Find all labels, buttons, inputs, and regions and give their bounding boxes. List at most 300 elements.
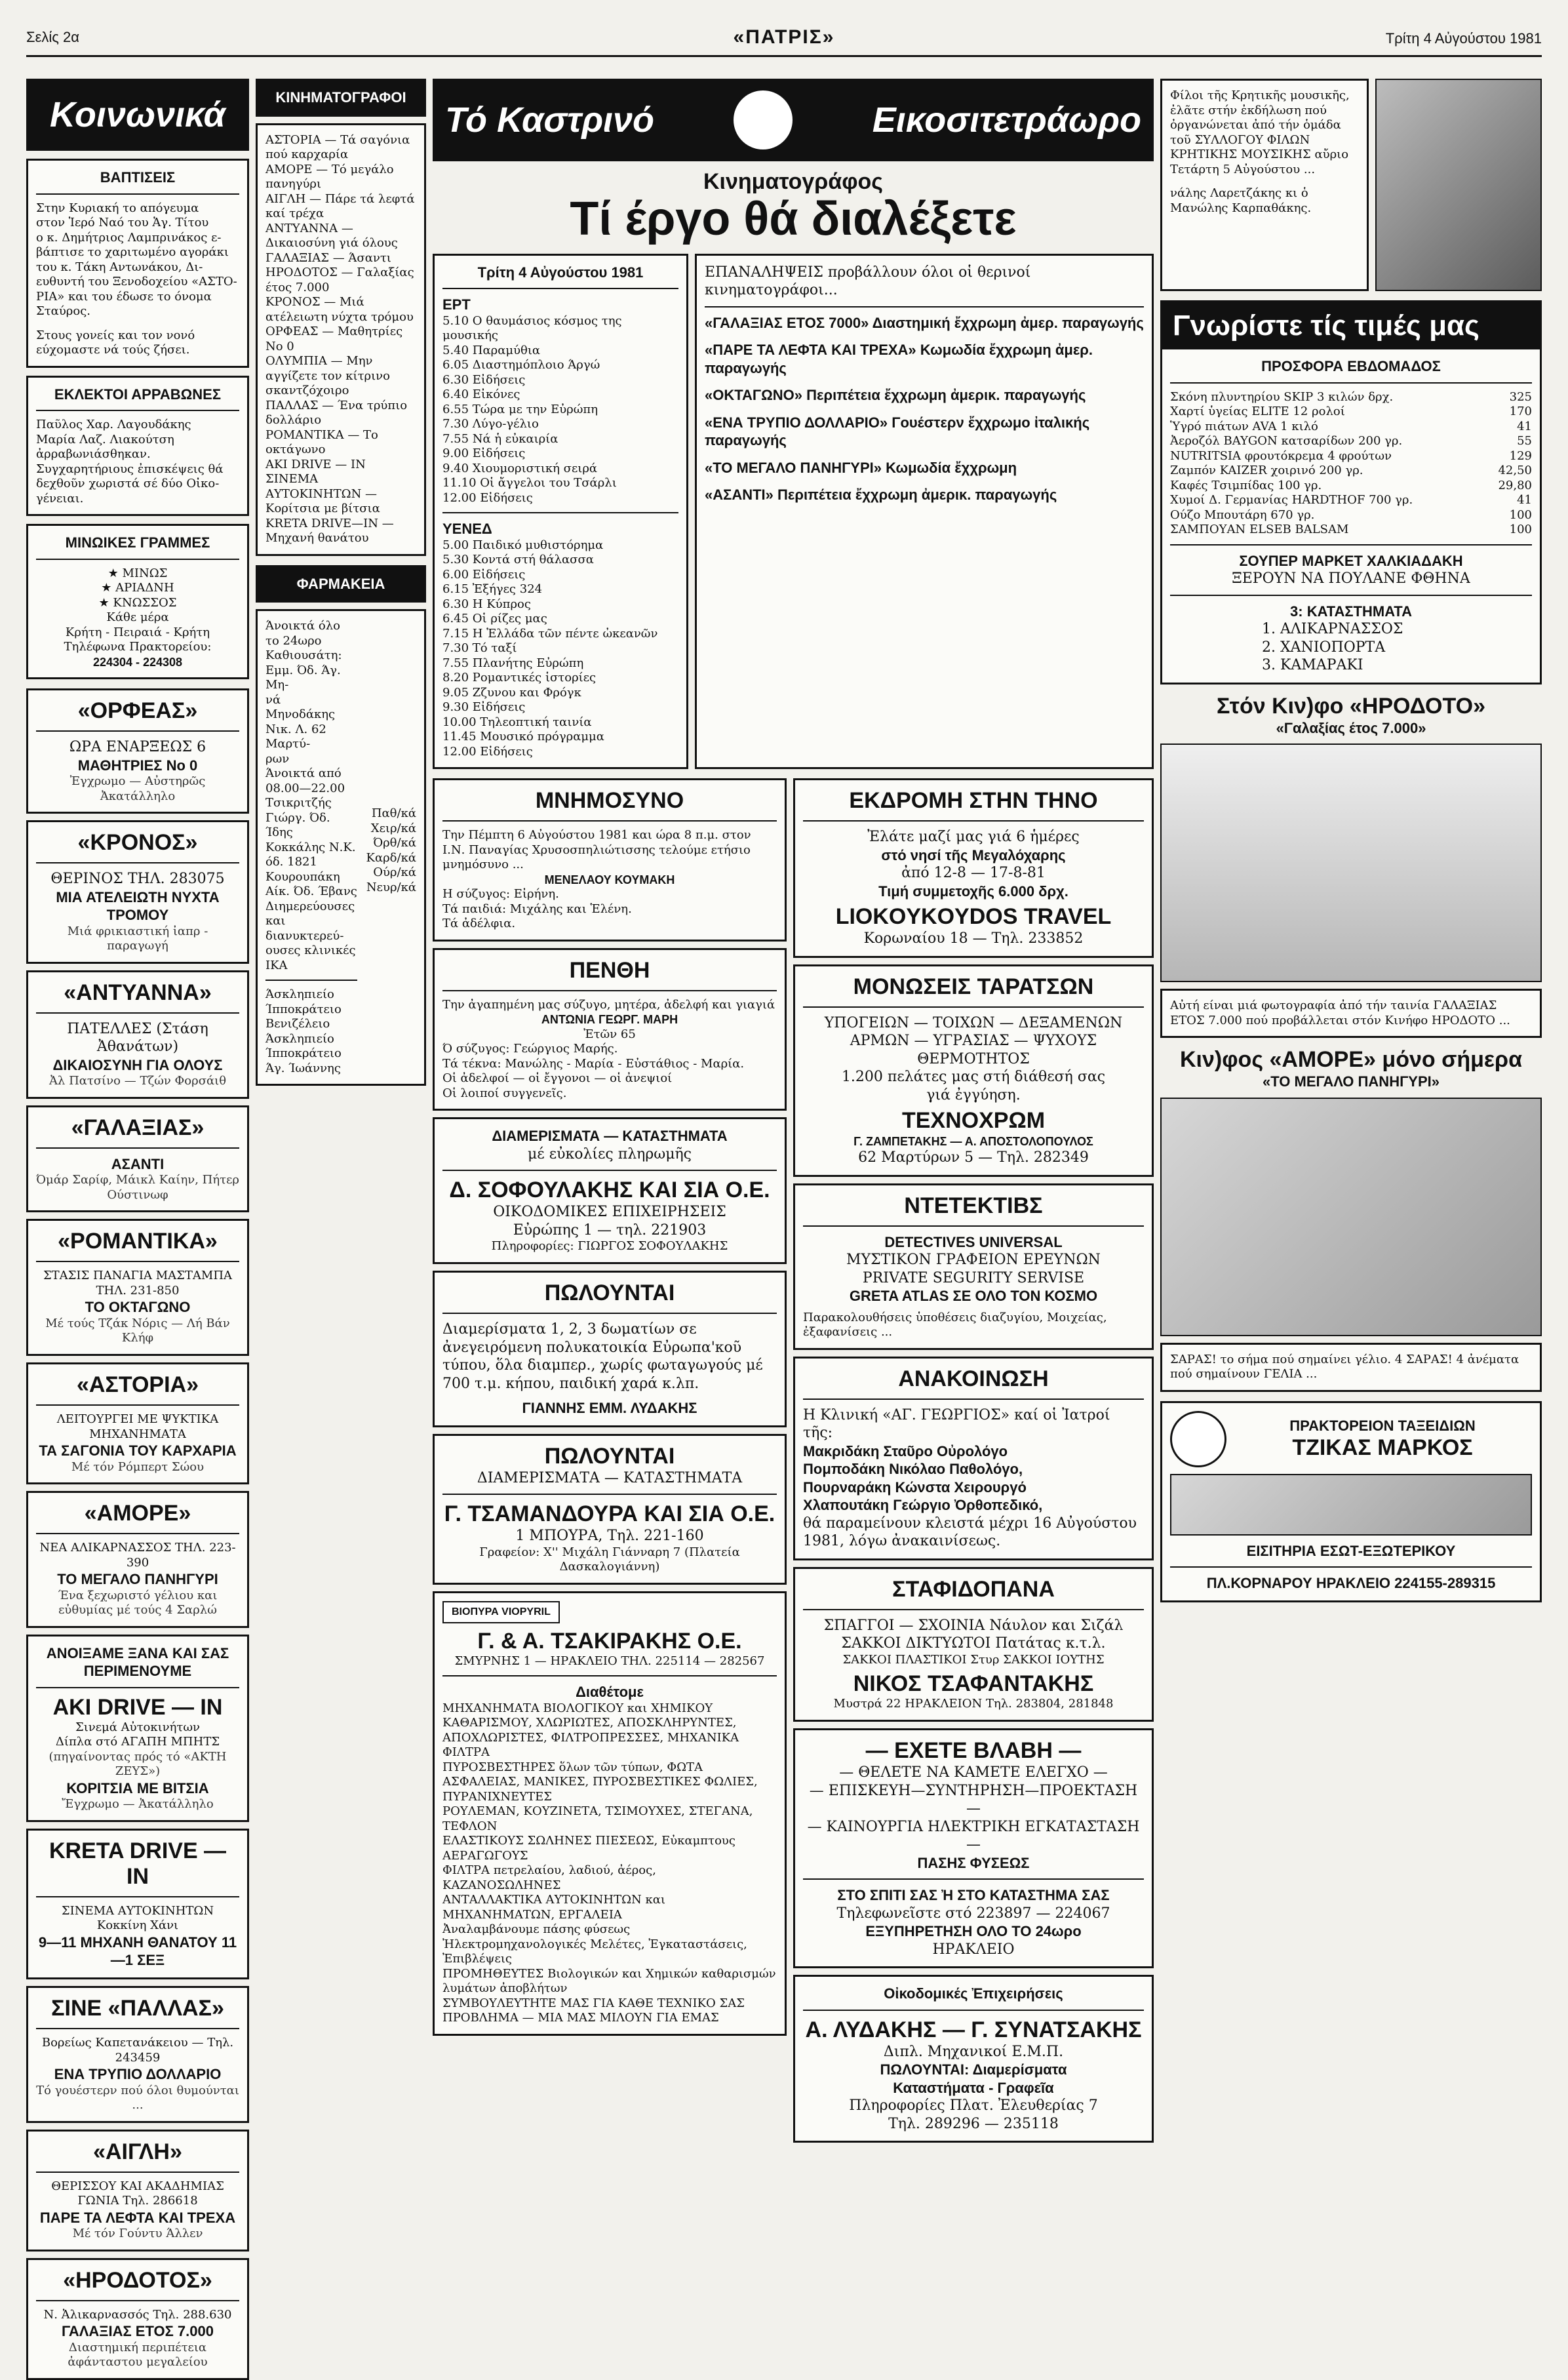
tv-item: 12.00 Εἰδήσεις — [442, 744, 533, 759]
cinema-line: Ἀλ Πατσίνο — Τζών Φορσάιθ — [49, 1074, 227, 1088]
pharmacy-line: ρων — [265, 751, 290, 766]
amore-title: Κιν)φος «ΑΜΟΡΕ» μόνο σήμερα — [1180, 1047, 1522, 1073]
cinema-item: ΟΡΦΕΑΣ — Μαθητρίες Νο 0 — [265, 325, 403, 353]
divider — [442, 990, 777, 991]
tv-item: 7.30 Λύγο-γέλιο — [442, 417, 539, 431]
travel-name: ΤΖΙΚΑΣ ΜΑΡΚΟΣ — [1292, 1435, 1473, 1460]
item-name: NUTRITSIA φρουτόκρεμα 4 φρούτων — [1170, 448, 1392, 463]
divider — [36, 730, 239, 732]
pharmacy-line: Κοκκάλης Ν.Κ. όδ. 1821 — [265, 840, 356, 869]
right-top — [1160, 79, 1542, 291]
item-name: Χαρτί ὑγείας ELITE 12 ρολοί — [1170, 405, 1345, 418]
spacer — [705, 332, 1144, 341]
ad-line: ΠΩΛΟΥΝΤΑΙ: Διαμερίσματα — [880, 2061, 1067, 2078]
promo-body: Αὐτή είναι μιά φωτογραφία ἀπό τήν ταινία ΓΑΛΑΞΙΑΣ ΕΤΟΣ 7.000 πού προβάλλεται στόν Κινήφο ΗΡΟΔΟΤΟ ... — [1170, 999, 1510, 1027]
cinema-item: AKI DRIVE — IN — [265, 457, 366, 471]
ad-line: ΣΠΑΓΓΟΙ — ΣΧΟΙΝΙΑ Νάυλον και Σιζάλ — [823, 1617, 1124, 1634]
tv-channel — [442, 296, 678, 506]
review-snippet: «ΕΝΑ ΤΡΥΠΙΟ ΔΟΛΛΑΡΙΟ» Γουέστερν ἔχχρωμο ἰταλικής παραγωγής — [705, 414, 1090, 449]
pharmacy-header — [256, 565, 426, 603]
tv-guide-date: Τρίτη 4 Αὐγούστου 1981 — [477, 264, 644, 281]
tv-item: 6.15 Ἐξήγες 324 — [442, 582, 543, 597]
tv-item: 6.45 Οἱ ρίζες μας — [442, 612, 547, 626]
cinema-name: «ΓΑΛΑΞΙΑΣ» — [71, 1115, 205, 1140]
divider — [36, 1687, 239, 1688]
spacer — [705, 477, 1144, 486]
amore-body: ΣΑΡΑΣ! το σήμα πού σημαίνει γέλιο. 4 ΣΑΡΑΣ! 4 ἀνέματα πού σημαίνουν ΓΕΛΙΑ ... — [1170, 1352, 1519, 1381]
right-column — [1160, 79, 1542, 2306]
banner — [433, 79, 1154, 161]
ad-item: ΠΥΡΟΣΒΕΣΤΗΡΕΣ ὅλων τῶν τύπων, ΦΩΤΑ ΑΣΦΑΛΕΙΑΣ, ΜΑΝΙΚΕΣ, ΠΥΡΟΣΒΕΣΤΙΚΕΣ ΦΩΛΙΕΣ, ΠΥΡΑΝΙΧΝΕΥΤΕΣ — [442, 1760, 758, 1804]
review-snippet: «ΠΑΡΕ ΤΑ ΛΕΦΤΑ ΚΑΙ ΤΡΕΧΑ» Κωμωδία ἔχχρωμη ἀμερ. παραγωγής — [705, 342, 1093, 376]
ad-subtitle: μέ εὐκολίες πληρωμῆς — [528, 1145, 692, 1162]
divider — [36, 1404, 239, 1406]
cinema-line: Όμάρ Σαρίφ, Μάικλ Καίην, Πήτερ Ούστινωφ — [36, 1173, 239, 1202]
cinema-ad — [26, 1219, 249, 1356]
item-price: 325 — [1509, 389, 1532, 404]
ad-title: — ΕΧΕΤΕ ΒΛΑΒΗ — — [865, 1737, 1082, 1763]
ad-item: ΕΛΑΣΤΙΚΟΥΣ ΣΩΛΗΝΕΣ ΠΙΕΣΕΩΣ, Εὐκαμπτους ΑΕΡΑΓΩΓΟΥΣ — [442, 1834, 735, 1863]
pharmacy-line: Άγ. Ίωάννης — [265, 1061, 341, 1075]
cinema-line: ΘΕΡΙΣΣΟΥ ΚΑΙ ΑΚΑΔΗΜΙΑΣ ΓΩΝΙΑ Τηλ. 286618 — [51, 2179, 224, 2208]
center-mid-right — [793, 778, 1154, 2143]
announcement-text — [803, 1406, 1144, 1551]
divider — [36, 193, 239, 195]
divider — [1170, 595, 1532, 596]
center-mid-left — [433, 778, 787, 2143]
pharmacy-line: ουσες κλινικές ΙΚΑ — [265, 943, 356, 972]
item-name: Ούζο Μπουτάρη 670 γρ. — [1170, 507, 1315, 522]
lydakis-ad — [433, 1271, 787, 1427]
mourning-age: Ἐτῶν 65 — [583, 1027, 636, 1041]
announcement-line: Η Κλινική «ΑΓ. ΓΕΩΡΓΙΟΣ» καί οἱ Ἰατροί τῆς: — [803, 1406, 1110, 1442]
drive-in-title: ΑΝΟΙΞΑΜΕ ΞΑΝΑ ΚΑΙ ΣΑΣ ΠΕΡΙΜΕΝΟΥΜΕ — [46, 1644, 229, 1680]
pharmacy-line: Άσκληπιείο — [265, 1031, 334, 1046]
cinema-line: ΣΤΑΣΙΣ ΠΑΝΑΓΙΑ ΜΑΣΤΑΜΠΑ ΤΗΛ. 231-850 — [43, 1269, 233, 1298]
spacer — [705, 405, 1144, 414]
tv-guide — [433, 254, 688, 770]
pharmacy-line: Ίπποκράτειο — [265, 1046, 342, 1060]
divider — [442, 1494, 777, 1495]
special-offer-subtitle: ΠΡΟΣΦΟΡΑ ΕΒΔΟΜΑΔΟΣ — [1261, 358, 1441, 374]
item-price: 100 — [1509, 523, 1532, 536]
left-column — [26, 79, 249, 2370]
divider — [803, 1006, 1144, 1008]
travel-title: ΠΡΑΚΤΟΡΕΙΟΝ ΤΑΞΕΙΔΙΩΝ — [1289, 1418, 1476, 1435]
cinema-line: ΜΙΑ ΑΤΕΛΕΙΩΤΗ ΝΥΧΤΑ ΤΡΟΜΟΥ — [56, 888, 220, 924]
ad-item: ΦΙΛΤΡΑ πετρελαίου, λαδιού, ἀέρος, ΚΑΖΑΝΟΣΩΛΗΝΕΣ — [442, 1863, 656, 1892]
cinema-ad — [26, 970, 249, 1099]
tsakirakis-ad — [433, 1591, 787, 2036]
amore-text — [1160, 1343, 1542, 1392]
divider — [265, 980, 357, 981]
drive-in-name: KRETA DRIVE — IN — [49, 1838, 227, 1889]
baptisms-line: Σταύρος. — [36, 304, 91, 318]
store-item: 3. ΚΑΜΑΡΑΚΙ — [1262, 657, 1363, 673]
memorial-text — [442, 828, 777, 932]
construction-ad — [793, 1975, 1154, 2143]
baptisms-line: ΡΙΑ» και του έδωσε το όνομα — [36, 289, 212, 304]
cinema-line: ΘΕΡΙΝΟΣ ΤΗΛ. 283075 — [50, 871, 225, 888]
announcement-line: Χλαπουτάκη Γεώργιο Ὀρθοπεδικό, — [803, 1497, 1043, 1514]
cinema-name: ΣΙΝΕ «ΠΑΛΛΑΣ» — [51, 1995, 224, 2021]
drive-in-line: Δίπλα στό ΑΓΑΠΗ ΜΠΗΤΣ — [55, 1735, 220, 1749]
ad-line: στό νησί τῆς Μεγαλόχαρης — [881, 846, 1066, 863]
tv-item: 5.10 Ο θαυμάσιος κόσμος της μουσικής — [442, 313, 622, 343]
ad-builder: ΓΙΑΝΝΗΣ ΕΜΜ. ΛΥΔΑΚΗΣ — [522, 1400, 697, 1417]
pharmacy-line: Μηνοδάκης Νικ. Λ. 62 Μαρτύ- — [265, 707, 336, 751]
divider — [442, 288, 678, 289]
ad-company: Γ. ΤΣΑΜΑΝΔΟΥΡΑ ΚΑΙ ΣΙΑ Ο.Ε. — [444, 1501, 775, 1527]
ad-company: Α. ΛΥΔΑΚΗΣ — Γ. ΣΥΝΑΤΣΑΚΗΣ — [805, 2017, 1142, 2042]
drive-in-line: Κοκκίνη Χάνι — [96, 1918, 179, 1933]
engagement-text — [36, 418, 239, 506]
tv-item: 5.00 Παιδικό μυθιστόρημα — [442, 538, 604, 552]
ad-title: ΣΤΑΦΙΔΟΠΑΝΑ — [892, 1576, 1055, 1602]
ships-text — [36, 566, 239, 670]
ships-line: ★ ΚΝΩΣΣΟΣ — [98, 595, 177, 610]
cinema-line: Βορείως Καπετανάκειου — Τηλ. 243459 — [41, 2036, 234, 2065]
pharmacy-line: νά — [265, 692, 281, 707]
music-article-text: Φίλοι τῆς Κρητικῆς μουσικῆς, ἐλᾶτε στήν ἐκδήλωση πού ὀργανώνεται ἀπό τήν ὁμάδα τοῦ ΣΥΛΛΟΓΟΥ ΦΙΛΩΝ ΚΡΗΤΙΚΗΣ ΜΟΥΣΙΚΗΣ αὔριο Τετάρτη 5 Αὐγούστου ... — [1170, 89, 1350, 176]
cinema-line: Ν. Ἀλικαρνασσός Τηλ. 288.630 — [43, 2307, 232, 2322]
masthead: «ΠΑΤΡΙΣ» — [733, 26, 835, 48]
drive-in-line: ΣΙΝΕΜΑ ΑΥΤΟΚΙΝΗΤΩΝ — [61, 1903, 214, 1918]
spacer — [705, 377, 1144, 386]
ad-line: ἀπό 12-8 — 17-8-81 — [901, 865, 1046, 882]
tv-item: 10.00 Τηλεοπτική ταινία — [442, 715, 592, 729]
ad-info: Πληροφορίες: ΓΙΩΡΓΟΣ ΣΟΦΟΥΛΑΚΗΣ — [491, 1239, 728, 1254]
center-mid — [433, 778, 1154, 2143]
ad-items — [442, 1701, 777, 2026]
ad-address: ΣΜΥΡΝΗΣ 1 — ΗΡΑΚΛΕΙΟ ΤΗΛ. 225114 — 282567 — [454, 1654, 765, 1668]
ad-line: Καταστήματα - Γραφεῖα — [893, 2079, 1054, 2096]
market-subtitle: ΞΕΡΟΥΝ ΝΑ ΠΟΥΛΑΝΕ ΦΘΗΝΑ — [1232, 570, 1470, 587]
cinema-ad — [26, 1105, 249, 1213]
mourning-line: Την ἀγαπημένη μας σύζυγο, μητέρα, ἀδελφή και γιαγιά — [442, 997, 775, 1012]
detectives-ad — [793, 1183, 1154, 1350]
musician-photo — [1375, 79, 1542, 291]
tv-item: 6.40 Εἰκόνες — [442, 387, 520, 402]
baptisms-line: ευθυντή του Ξενοδοχείου «ΑΣΤΟ- — [36, 275, 237, 288]
drive-in-line: Σινεμά Αὐτοκινήτων — [75, 1720, 200, 1734]
engagement-line: Συγχαρητήριους ἐπισκέψεις θά — [36, 462, 224, 476]
banner-emblem-icon — [732, 89, 794, 151]
tv-item: 6.30 Η Κύπρος — [442, 597, 531, 611]
music-article-tail: νάλης Λαρετζάκης κι ὁ Μανώλης Καρπαθάκης. — [1170, 186, 1312, 215]
baptisms-line: βάπτισε το χαριτωμένο αγοράκι — [36, 245, 229, 259]
promo-title: Στόν Κιν)φο «ΗΡΟΔΟΤΟ» — [1216, 693, 1486, 719]
ships-box — [26, 524, 249, 679]
ad-title: ΝΤΕΤΕΚΤΙΒΣ — [904, 1193, 1043, 1218]
travel-logo-icon — [1170, 1411, 1226, 1467]
pharmacy-text — [265, 619, 357, 1076]
cinema-item: ΚΡΟΝΟΣ — Μιά ατέλειωτη νύχτα τρόμου — [265, 295, 414, 324]
engagement-line: γένειαι. — [36, 491, 84, 506]
ad-line: GRETA ATLAS ΣΕ ΟΛΟ ΤΟΝ ΚΟΣΜΟ — [849, 1288, 1098, 1305]
review-snippet: «ΑΣΑΝΤΙ» Περιπέτεια ἔχχρωμη ἀμερικ. παραγωγής — [705, 486, 1057, 504]
tv-item: 9.05 Ζζυνου και Φρόγκ — [442, 685, 581, 700]
tv-item: 9.40 Χιουμοριστική σειρά — [442, 461, 598, 475]
drive-in-film: ΚΟΡΙΤΣΙΑ ΜΕ ΒΙΤΣΙΑ — [66, 1779, 209, 1796]
ad-line: ΑΡΜΩΝ — ΥΓΡΑΣΙΑΣ — ΨΥΧΟΥΣ — [850, 1033, 1097, 1050]
music-article — [1160, 79, 1369, 291]
ad-title: ΔΙΑΜΕΡΙΣΜΑΤΑ — ΚΑΤΑΣΤΗΜΑΤΑ — [492, 1128, 728, 1145]
item-price: 170 — [1509, 405, 1532, 418]
drive-in-line: 9—11 ΜΗΧΑΝΗ ΘΑΝΑΤΟΥ 11—1 ΣΕΞ — [38, 1934, 237, 1969]
divider — [803, 1398, 1144, 1400]
special-offer-item — [1170, 449, 1532, 464]
ad-body: Διαμερίσματα 1, 2, 3 δωματίων σε ἀνεγειρόμενη πολυκατοικία Εὐρωπα'κοῦ τύπου, ὅλα διαμπερ., χωρίς φωταγωγούς μέ 700 τ.μ. κήπου, παιδική χαρά κ.λπ. — [442, 1321, 763, 1392]
cinema-item: ΗΡΟΔΟΤΟΣ — Γαλαξίας έτος 7.000 — [265, 266, 414, 294]
specialty: Χειρ/κά — [370, 821, 416, 835]
baptisms-box — [26, 159, 249, 368]
tv-item: 7.30 Τό ταξί — [442, 641, 517, 656]
ad-company: ΤΕΧΝΟΧΡΩΜ — [901, 1108, 1046, 1134]
cinema-item: KRETA DRIVE—IN — Μηχανή θανάτου — [265, 516, 394, 545]
ships-title: ΜΙΝΩΙΚΕΣ ΓΡΑΜΜΕΣ — [65, 534, 210, 551]
divider — [36, 559, 239, 560]
ad-office: Γραφείον: Χ'' Μιχάλη Γιάνναρη 7 (Πλατεία Δασκαλογιάννη) — [479, 1545, 740, 1574]
ad-line: — ΘΕΛΕΤΕ ΝΑ ΚΑΜΕΤΕ ΕΛΕΓΧΟ — — [839, 1764, 1108, 1781]
ad-line: ΣΤΟ ΣΠΙΤΙ ΣΑΣ Ἠ ΣΤΟ ΚΑΤΑΣΤΗΜΑ ΣΑΣ — [837, 1887, 1110, 1904]
store-item: 1. ΑΛΙΚΑΡΝΑΣΣΟΣ — [1262, 621, 1403, 637]
divider — [1170, 1566, 1532, 1568]
ship-photo — [1170, 1474, 1532, 1536]
baptisms-line: Στην Κυριακή το απόγευμα — [36, 201, 199, 215]
herodotos-promo-text — [1160, 989, 1542, 1038]
mourning-title: ΠΕΝΘΗ — [569, 957, 650, 983]
ad-item: ΑΝΤΑΛΛΑΚΤΙΚΑ ΑΥΤΟΚΙΝΗΤΩΝ και ΜΗΧΑΝΗΜΑΤΩΝ, ΕΡΓΑΛΕΙΑ — [442, 1893, 665, 1922]
social-title-box — [26, 79, 249, 151]
tv-item: 9.30 Εἰδήσεις — [442, 700, 526, 715]
special-offer-list — [1170, 390, 1532, 538]
baptisms-section: ΒΑΠΤΙΣΕΙΣ — [100, 169, 176, 186]
announcement-line: Πουρναράκη Κώνστα Χειρουργό — [803, 1478, 1027, 1496]
tv-item: 7.15 Η Ἑλλάδα τῶν πέντε ὠκεανῶν — [442, 626, 658, 641]
item-name: Ζαμπόν KAIZER χοιρινό 200 γρ. — [1170, 464, 1363, 477]
drive-in-name: AKI DRIVE — IN — [52, 1694, 223, 1720]
tv-item: 9.00 Εἰδήσεις — [442, 446, 526, 461]
cinema-line: Ἐγχρωμο — Αὐστηρῶς Ἀκατάλληλο — [69, 774, 206, 803]
item-name: Ἀεροζόλ BAYGON κατσαρίδων 200 γρ. — [1170, 434, 1403, 448]
cinema-line: ΔΙΚΑΙΟΣΥΝΗ ΓΙΑ ΟΛΟΥΣ — [52, 1056, 223, 1073]
ad-line: ΠΑΣΗΣ ΦΥΣΕΩΣ — [917, 1854, 1030, 1871]
ad-line: Τηλεφωνεῖστε στό 223897 — 224067 — [836, 1905, 1110, 1922]
ad-title: ΠΩΛΟΥΝΤΑΙ — [544, 1443, 675, 1469]
cinema-line: ΑΣΑΝΤΙ — [111, 1155, 165, 1172]
stores-title: 3: ΚΑΤΑΣΤΗΜΑΤΑ — [1290, 603, 1412, 620]
item-name: Ὑγρό πιάτων AVA 1 κιλό — [1170, 419, 1318, 433]
specialty: Ούρ/κά — [373, 865, 416, 879]
cinema-name: «ΟΡΦΕΑΣ» — [77, 698, 198, 723]
engagement-line: ἀρραβωνιάσθηκαν. — [36, 447, 151, 461]
tv-item: 7.55 Πλανήτης Εὐρώπη — [442, 656, 584, 670]
memorial-title: ΜΝΗΜΟΣΥΝΟ — [535, 788, 684, 814]
ships-line: ★ ΜΙΝΩΣ — [108, 566, 168, 580]
cinemas-list — [256, 123, 426, 556]
travel-subtitle: ΕΙΣΙΤΗΡΙΑ ΕΣΩΤ-ΕΞΩΤΕΡΙΚΟΥ — [1246, 1542, 1456, 1559]
film-reviews — [695, 254, 1154, 770]
memorial-line: Την Πέμπτη 6 Αὐγούστου 1981 και ώρα 8 π.μ. στον Ι.Ν. Παναγίας Χρυσοσπηλιώτισσης τελούμε ετήσιο μνημόσυνο ... — [442, 828, 751, 872]
memorial-box — [433, 778, 787, 942]
ad-address: Μυστρά 22 ΗΡΑΚΛΕΙΟΝ Τηλ. 283804, 281848 — [833, 1697, 1114, 1711]
tv-item: 8.20 Ρομαντικές ἱστορίες — [442, 671, 597, 685]
divider — [442, 512, 678, 513]
cinema-name: «ΗΡΟΔΟΤΟΣ» — [63, 2267, 212, 2293]
page-header — [26, 26, 1542, 57]
special-offer-item — [1170, 434, 1532, 449]
ad-body: Παρακολουθήσεις ὑποθέσεις διαζυγίου, Μοιχείας, ἐξαφανίσεις ... — [803, 1310, 1107, 1339]
herodotos-promo-header — [1160, 694, 1542, 738]
cinemas-header — [256, 79, 426, 117]
ad-address: 62 Μαρτύρων 5 — Τηλ. 282349 — [858, 1149, 1089, 1166]
ad-line: Πληροφορίες Πλατ. Ἐλευθερίας 7 — [849, 2097, 1098, 2114]
tv-item: 6.00 Εἰδήσεις — [442, 567, 526, 582]
mourning-box — [433, 948, 787, 1111]
divider — [36, 1533, 239, 1534]
item-price: 29,80 — [1498, 478, 1532, 492]
drive-in-ad — [26, 1829, 249, 1979]
item-price: 55 — [1517, 434, 1532, 448]
cinemas-title: ΚΙΝΗΜΑΤΟΓΡΑΦΟΙ — [275, 89, 406, 106]
ships-line: ★ ΑΡΙΑΔΝΗ — [101, 581, 174, 595]
divider — [803, 820, 1144, 822]
cinema-line: ΝΕΑ ΑΛΙΚΑΡΝΑΣΣΟΣ ΤΗΛ. 223-390 — [39, 1541, 236, 1570]
review-snippet: «ΓΑΛΑΞΙΑΣ ΕΤΟΣ 7000» Διαστημική ἔχχρωμη ἀμερ. παραγωγής — [705, 314, 1144, 331]
memorial-line: Τά ἀδέλφια. — [442, 917, 516, 931]
ad-line: ΣΑΚΚΟΙ ΔΙΚΤΥΩΤΟΙ Πατάτας κ.τ.λ. — [841, 1635, 1106, 1652]
ad-company: Δ. ΣΟΦΟΥΛΑΚΗΣ ΚΑΙ ΣΙΑ Ο.Ε. — [449, 1178, 770, 1203]
drive-in-line: Ἔγχρωμο — Ἀκατάλληλο — [62, 1797, 214, 1812]
biopyra-logo: ΒΙΟΠΥΡΑ VIOPYRIL — [442, 1601, 560, 1623]
mourning-line: Οἱ λοιποί συγγενεῖς. — [442, 1086, 567, 1100]
cinema-ad — [26, 1986, 249, 2123]
center-column — [433, 79, 1154, 2306]
tsamandoura-ad — [433, 1434, 787, 1585]
baptisms-text — [36, 201, 239, 358]
ad-line: PRIVATE SEGURITY SERVISE — [862, 1269, 1085, 1286]
cinema-line: Ένα ξεχωριστό γέλιου και εὐθυμίας μέ τούς 4 Σαρλώ — [58, 1588, 218, 1617]
specialty: Όρθ/κά — [373, 836, 416, 850]
divider — [36, 410, 239, 411]
divider — [1170, 544, 1532, 545]
cinema-ad — [26, 688, 249, 814]
ad-line: — ΚΑΙΝΟΥΡΓΙΑ ΗΛΕΚΤΡΙΚΗ ΕΓΚΑΤΑΣΤΑΣΗ — — [807, 1818, 1140, 1854]
cinema-name: «ΑΣΤΟΡΙΑ» — [76, 1372, 199, 1397]
galaxy-movie-photo — [1160, 744, 1542, 982]
ships-phones: 224304 - 224308 — [92, 655, 183, 669]
special-offer-item — [1170, 405, 1532, 420]
baptisms-line: στον Ἱερό Ναό του Ἁγ. Τίτου — [36, 216, 209, 229]
travel-footer: ΠΛ.ΚΟΡΝΑΡΟΥ ΗΡΑΚΛΕΙΟ 224155-289315 — [1206, 1575, 1496, 1592]
cinema-item: ΑΙΓΛΗ — Πάρε τά λεφτά καί τρέχα — [265, 191, 415, 220]
divider — [803, 1225, 1144, 1227]
ad-title: Οἰκοδομικές Ἐπιχειρήσεις — [884, 1985, 1063, 2002]
spacer — [36, 319, 239, 328]
item-price: 41 — [1517, 493, 1532, 507]
travel-agency-ad — [1160, 1401, 1542, 1602]
divider — [36, 1896, 239, 1897]
ad-item: Ἀναλαμβάνουμε πάσης φύσεως Ἠλεκτρομηχανολογικές Μελέτες, Ἐγκαταστάσεις, Ἐπιβλέψεις — [442, 1922, 747, 1966]
center-two-col — [433, 254, 1154, 770]
engagement-line: Παῦλος Χαρ. Λαγουδάκης — [36, 418, 191, 431]
cinema-line: Μέ τούς Τζάκ Νόρις — Λή Βάν Κλήφ — [45, 1316, 230, 1345]
cinema-item: ΠΑΛΛΑΣ — Ένα τρύπιο δολλάριο — [265, 398, 408, 427]
special-offer-item — [1170, 390, 1532, 405]
mourning-name: ΑΝΤΩΝΙΑ ΓΕΩΡΓ. ΜΑΡΗ — [541, 1013, 678, 1027]
banner-left: Τό Καστρινό — [445, 100, 655, 140]
item-name: Καφές Τσιμπίδας 100 γρ. — [1170, 478, 1322, 492]
mourning-line: Οἱ ἀδελφοί — οἱ ἔγγονοι — οἱ ἀνεψιοί — [442, 1071, 673, 1086]
cinema-ad — [26, 1491, 249, 1628]
pharmacy-line: Καθιουσάτη: Εμμ. Όδ. Άγ. Μη- — [265, 648, 342, 692]
divider — [803, 1878, 1144, 1880]
special-offer-item — [1170, 508, 1532, 523]
cinema-name: «ΚΡΟΝΟΣ» — [77, 830, 198, 856]
announcement-line: Μακριδάκη Σταῦρο Οὐρολόγο — [803, 1442, 1008, 1459]
pharmacy-line: Ίπποκράτειο — [265, 1002, 342, 1016]
spacer — [1170, 177, 1359, 186]
announcement-line: Πομποδάκη Νικόλαο Παθολόγο, — [803, 1461, 1023, 1478]
ships-line: Κάθε μέρα — [106, 610, 169, 624]
ad-address: 1 ΜΠΟΥΡΑ, Τηλ. 221-160 — [515, 1528, 704, 1545]
pharmacy-list — [256, 609, 426, 1086]
mourning-text — [442, 998, 777, 1101]
cinema-line: ΤΟ ΜΕΓΑΛΟ ΠΑΝΗΓΥΡΙ — [57, 1571, 218, 1588]
ad-line: ΗΡΑΚΛΕΙΟ — [932, 1941, 1015, 1958]
spacer — [364, 619, 416, 806]
mourning-line: Ό σύζυγος: Γεώργιος Μαρής. — [442, 1042, 618, 1056]
cinema-item: ΟΛΥΜΠΙΑ — Μην αγγίζετε τον κίτρινο σκαντζόχοιρο — [265, 354, 390, 397]
ad-line: ΣΑΚΚΟΙ ΠΛΑΣΤΙΚΟΙ Στυρ ΣΑΚΚΟΙ ΙΟΥΤΗΣ — [842, 1652, 1105, 1667]
ad-subtitle: ΔΙΑΜΕΡΙΣΜΑΤΑ — ΚΑΤΑΣΤΗΜΑΤΑ — [477, 1469, 743, 1486]
divider — [36, 862, 239, 863]
cinema-ad — [26, 2130, 249, 2251]
engagement-title: ΕΚΛΕΚΤΟΙ ΑΡΡΑΒΩΝΕΣ — [54, 386, 222, 403]
specialty: Παθ/κά — [371, 806, 416, 820]
special-offer-item — [1170, 493, 1532, 508]
ad-address: Κορωναίου 18 — Τηλ. 233852 — [863, 930, 1084, 947]
special-offer-ad — [1160, 300, 1542, 684]
tv-channel-name: ΥΕΝΕΔ — [442, 521, 492, 538]
ad-item: ΣΥΜΒΟΥΛΕΥΤΗΤΕ ΜΑΣ ΓΙΑ ΚΑΘΕ ΤΕΧΝΙΚΟ ΣΑΣ ΠΡΟΒΛΗΜΑ — ΜΙΑ ΜΑΣ ΜΙΛΟΥΝ ΓΙΑ ΕΜΑΣ — [442, 1996, 745, 2025]
divider — [442, 1313, 777, 1314]
special-offer-item — [1170, 464, 1532, 479]
review-snippet: «ΟΚΤΑΓΩΝΟ» Περιπέτεια ἔχχρωμη ἀμερικ. παραγωγής — [705, 387, 1086, 404]
store-item: 2. ΧΑΝΙΟΠΟΡΤΑ — [1262, 639, 1386, 656]
ad-title: ΜΟΝΩΣΕΙΣ ΤΑΡΑΤΣΩΝ — [853, 974, 1094, 999]
stores-list — [1262, 620, 1532, 675]
cinema-item: ΑΜΟΡΕ — Τό μεγάλο πανηγύρι — [265, 162, 394, 191]
cinema-kicker: Κινηματογράφος — [703, 169, 883, 194]
engagement-box — [26, 376, 249, 517]
ad-line: Ἐλάτε μαζί μας γιά 6 ἡμέρες — [867, 829, 1080, 846]
drive-in-line: (πηγαίνοντας πρός τό «ΑΚΤΗ ΖΕΥΣ») — [49, 1749, 227, 1779]
ad-line: γιά ἐγγύηση. — [926, 1086, 1021, 1103]
cinema-name: «ΡΟΜΑΝΤΙΚΑ» — [58, 1229, 218, 1254]
ad-line: Διπλ. Μηχανικοί Ε.Μ.Π. — [883, 2043, 1064, 2060]
stafidopana-ad — [793, 1567, 1154, 1722]
divider — [442, 820, 777, 822]
pharmacy-title: ΦΑΡΜΑΚΕΙΑ — [296, 575, 385, 592]
tv-item: 12.00 Εἰδήσεις — [442, 490, 533, 505]
item-name: Χυμοί Δ. Γερμανίας HARDTHOF 700 γρ. — [1170, 493, 1413, 507]
ad-phone: Εὐρώπης 1 — τηλ. 221903 — [513, 1221, 707, 1239]
item-price: 129 — [1509, 448, 1532, 463]
announcement — [793, 1357, 1154, 1560]
item-name: ΣΑΜΠΟΥΑΝ ELSEB BALSAM — [1170, 523, 1349, 536]
